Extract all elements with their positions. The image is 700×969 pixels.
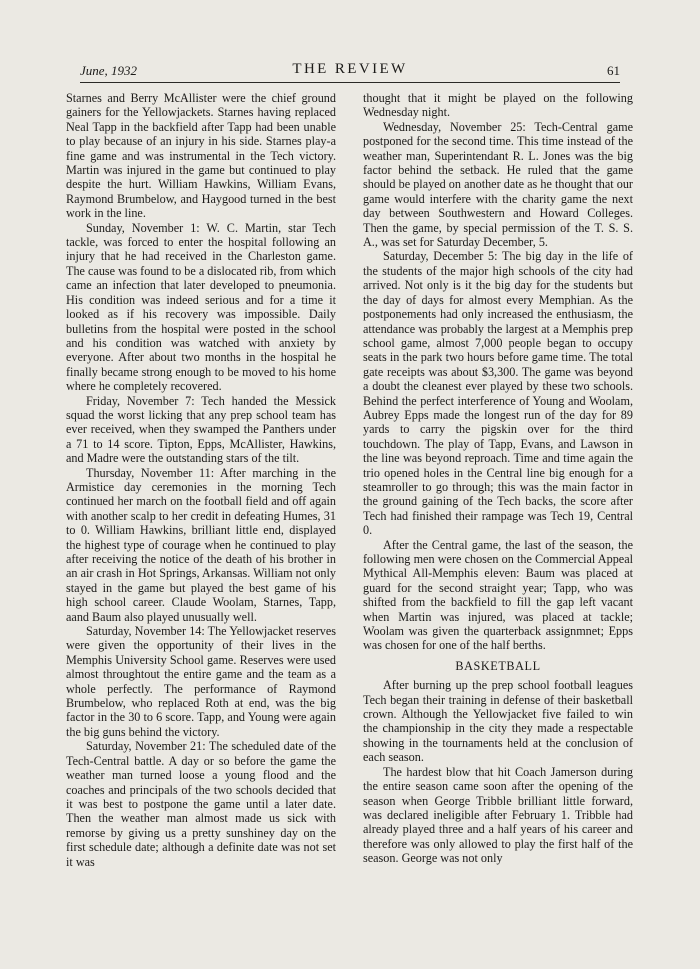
paragraph: Thursday, November 11: After marching in the Armistice day ceremonies in the morning Tech continued her march on the football field and off again with another scalp to her credit in defeating Humes, 31 to 0. William Hawkins, brilliant little end, displayed the highest type of courage when he continued to play after receiving the notice of the death of his brother in an air crash in Hot Springs, Arkansas. William not only stayed in the game but played the best game of his high school career. Claude Woolam, Starnes, Tapp, aand Baum also played unusually well.	[66, 465, 336, 624]
paragraph: Saturday, November 21: The scheduled date of the Tech-Central battle. A day or so before the game the weather man turned loose a young flood and the coaches and principals of the two schools decided that it was best to postpone the game until a later date. Then the weather man almost made us sick with remorse by giving us a pretty sunshiney day on the first schedule date; although a definite date was not set it was	[66, 739, 336, 869]
section-heading: BASKETBALL	[455, 658, 541, 673]
issue-date: June, 1932	[80, 63, 138, 78]
paragraph: The hardest blow that hit Coach Jamerson during the entire season came soon after the opening of the season when George Tribble brilliant little forward, was declared ineligible after February 1. Tribble had already played three and a half years of his career and therefore was only allowed to play the first half of the season. George was not only	[363, 764, 633, 866]
paragraph: Saturday, November 14: The Yellowjacket reserves were given the opportunity of their lives in the Memphis University School game. Reserves were used almost throughtout the entire game and the team as a whole perfectly. The performance of Raymond Brumbelow, who replaced Roth at end, was the big factor in the 30 to 6 score. Tapp, and Young were again the big guns behind the victory.	[66, 624, 336, 739]
running-header	[80, 62, 620, 83]
paragraph: Saturday, December 5: The big day in the life of the students of the major high schools of the city had arrived. Not only is it the big day for the students but the day of days for almost every Memphian. As the postponements had only increased the enthusiasm, the attendance was probably the largest at a Memphis prep school game, almost 7,000 people began to occupy seats in the park two hours before game time. The total gate receipts was about $3,300. The game was beyond a doubt the cleanest ever played by these two schools. Behind the perfect interference of Young and Woolam, Aubrey Epps made the longest run of the day for 89 yards to carry the pigskin over for the third touchdown. The play of Tapp, Evans, and Lawson in the line was beyond reproach. Time and time again the trio opened holes in the Central line big enough for a steamroller to go through; this was the main factor in the ground gaining of the Tech backs, the score after Tech had finished their rampage was Tech 19, Central 0.	[363, 249, 633, 538]
page-number: 61	[607, 63, 620, 78]
paragraph: After the Central game, the last of the season, the following men were chosen on the Commercial Appeal Mythical All-Memphis eleven: Baum was placed at guard for the second straight year; Tapp, who was shifted from the backfield to fill the gap left vacant when Martin was injured, was placed at tackle; Woolam was given the quarterback assignmnet; Epps was chosen for one of the half berths.	[363, 537, 633, 653]
paragraph: thought that it might be played on the following Wednesday night.	[363, 91, 633, 120]
paragraph: Wednesday, November 25: Tech-Central game postponed for the second time. This time instead of the weather man, Superintendant R. L. Jones was the big factor behind the setback. He ruled that the game should be played on another date as he thought that our game would interfere with the charity game the next day between Southwestern and Howard Colleges. Then the game, by special permission of the T. S. S. A., was set for Saturday December, 5.	[363, 119, 633, 250]
paragraph: After burning up the prep school football leagues Tech began their training in defense of their basketball crown. Although the Yellowjacket five failed to win the championship in the city they made a respectable showing in the tournaments held at the conclusion of each season.	[363, 678, 633, 765]
right-column	[363, 91, 633, 866]
left-column	[66, 91, 336, 869]
paragraph: Sunday, November 1: W. C. Martin, star Tech tackle, was forced to enter the hospital following an injury that he had received in the Charleston game. The cause was found to be a dislocated rib, from which came an infection that later developed to pneumonia. His condition was indeed serious and for a time it looked as if his recovery was impossible. Daily bulletins from the hospital were posted in the school and his condition was watched with anxiety by everyone. After about two months in the hospital he finally became strong enough to be moved to his home where he completely recovered.	[66, 220, 336, 394]
publication-title: THE REVIEW	[292, 61, 408, 77]
paragraph: Starnes and Berry McAllister were the chief ground gainers for the Yellowjackets. Starnes having replaced Neal Tapp in the backfield after Tapp had been unable to play because of an injury in his side. Starnes play-a fine game and was instrumental in the Tech victory. Martin was injured in the game but continued to play despite the hurt. William Hawkins, William Evans, Raymond Brumbelow, and Haygood turned in the best work in the line.	[66, 91, 336, 221]
paragraph: Friday, November 7: Tech handed the Messick squad the worst licking that any prep school team has ever received, when they swamped the Panthers under a 71 to 14 score. Tipton, Epps, McAllister, Hawkins, and Madre were the outstanding stars of the tilt.	[66, 393, 336, 466]
